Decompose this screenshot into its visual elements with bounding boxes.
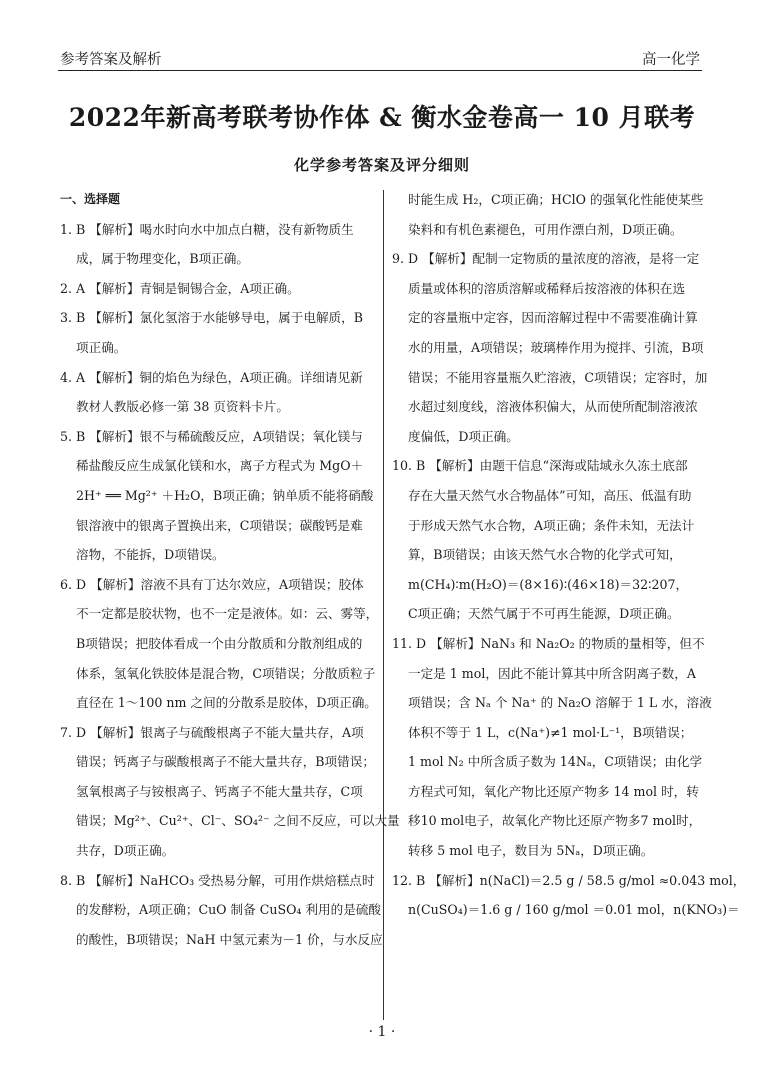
answer-line: 的酸性，B项错误；NaH 中氢元素为－1 价，与水反应 — [76, 931, 383, 947]
answer-line: 银溶液中的银离子置换出来，C项错误；碳酸钙是难 — [76, 517, 363, 533]
answer-line: 1. B 【解析】喝水时向水中加点白糖，没有新物质生 — [60, 221, 354, 237]
answer-line: 算，B项错误；由该天然气水合物的化学式可知， — [408, 547, 682, 563]
answer-line: 10. B 【解析】由题干信息“深海或陆域永久冻土底部 — [392, 458, 688, 474]
answer-line: 存在大量天然气水合物晶体”可知，高压、低温有助 — [408, 487, 692, 503]
answer-line: 3. B 【解析】氯化氢溶于水能够导电，属于电解质，B — [60, 310, 364, 326]
answer-line: 9. D 【解析】配制一定物质的量浓度的溶液，是将一定 — [392, 251, 700, 267]
answer-line: 氢氧根离子与铵根离子、钙离子不能大量共存，C项 — [76, 783, 363, 799]
answer-line: 水超过刻度线，溶液体积偏大，从而使所配制溶液浓 — [408, 399, 698, 415]
answer-line: C项正确；天然气属于不可再生能源，D项正确。 — [408, 606, 680, 622]
left-column — [60, 185, 400, 954]
answer-line: 8. B 【解析】NaHCO₃ 受热易分解，可用作烘焙糕点时 — [60, 872, 375, 888]
answer-line: 教材人教版必修一第 38 页资料卡片。 — [76, 399, 289, 415]
answer-line: 质量或体积的溶质溶解或稀释后按溶液的体积在选 — [408, 280, 686, 296]
answer-line: 11. D 【解析】NaN₃ 和 Na₂O₂ 的物质的量相等，但不 — [392, 635, 705, 651]
answer-line: 移10 mol电子，故氧化产物比还原产物多7 mol时， — [408, 813, 702, 829]
answer-line: 错误；Mg²⁺、Cu²⁺、Cl⁻、SO₄²⁻ 之间不反应，可以大量 — [76, 813, 400, 829]
answer-line: 4. A 【解析】铜的焰色为绿色，A项正确。详细请见新 — [60, 369, 363, 385]
answer-line: 溶物，不能拆，D项错误。 — [76, 547, 225, 563]
answer-line: 转移 5 mol 电子，数目为 5Nₐ，D项正确。 — [408, 843, 654, 859]
answer-line: B项错误；把胶体看成一个由分散质和分散剂组成的 — [76, 635, 363, 651]
answer-line: 共存，D项正确。 — [76, 843, 175, 859]
answer-line: 2H⁺ ══ Mg²⁺ ＋H₂O，B项正确；钠单质不能将硝酸 — [76, 487, 374, 503]
answer-line: 1 mol N₂ 中所含质子数为 14Nₐ，C项错误；由化学 — [408, 754, 703, 770]
answer-line: m(CH₄)∶m(H₂O)＝(8×16)∶(46×18)＝32∶207， — [408, 576, 689, 592]
answer-line: 定的容量瓶中定容，因而溶解过程中不需要准确计算 — [408, 310, 698, 326]
answer-line: 成，属于物理变化，B项正确。 — [76, 251, 249, 267]
answer-line: 错误；钙离子与碳酸根离子不能大量共存，B项错误； — [76, 754, 375, 770]
answer-line: 项错误；含 Nₐ 个 Na⁺ 的 Na₂O 溶解于 1 L 水，溶液 — [408, 695, 712, 711]
answer-line: 一定是 1 mol，因此不能计算其中所含阴离子数，A — [408, 665, 696, 681]
header-left-label: 参考答案及解析 — [60, 52, 162, 68]
answer-line: 项正确。 — [76, 339, 127, 355]
page-header — [58, 44, 702, 71]
answer-line: 6. D 【解析】溶液不具有丁达尔效应，A项错误；胶体 — [60, 576, 364, 592]
answer-line: 2. A 【解析】青铜是铜锡合金，A项正确。 — [60, 280, 300, 296]
answer-line: 于形成天然气水合物，A项正确；条件未知，无法计 — [408, 517, 695, 533]
answer-line: n(CuSO₄)＝1.6 g / 160 g/mol ＝0.01 mol，n(KNO₃)＝ — [408, 902, 740, 918]
header-right-label: 高一化学 — [642, 52, 700, 68]
right-column — [392, 185, 746, 925]
answer-line: 体系，氢氧化铁胶体是混合物，C项错误；分散质粒子 — [76, 665, 376, 681]
answer-line: 稀盐酸反应生成氯化镁和水，离子方程式为 MgO＋ — [76, 458, 364, 474]
answer-line: 直径在 1～100 nm 之间的分散系是胶体，D项正确。 — [76, 695, 377, 711]
answer-line: 7. D 【解析】银离子与硫酸根离子不能大量共存，A项 — [60, 724, 364, 740]
answer-line: 不一定都是胶状物，也不一定是液体。如：云、雾等， — [76, 606, 379, 622]
answer-line: 12. B 【解析】n(NaCl)＝2.5 g / 58.5 g/mol ≈0.043 mol， — [392, 872, 746, 888]
answer-line: 水的用量，A项错误；玻璃棒作用为搅拌、引流，B项 — [408, 339, 704, 355]
answer-line: 度偏低，D项正确。 — [408, 428, 519, 444]
document-title: 2022年新高考联考协作体 & 衡水金卷高一 10 月联考 — [68, 103, 696, 132]
answer-line: 的发酵粉，A项正确；CuO 制备 CuSO₄ 利用的是硫酸 — [76, 902, 382, 918]
column-divider — [383, 190, 384, 1020]
answer-line: 染料和有机色素褪色，可用作漂白剂，D项正确。 — [408, 221, 683, 237]
answer-line: 时能生成 H₂，C项正确；HClO 的强氧化性能使某些 — [408, 192, 704, 207]
page-number: · 1 · — [368, 1024, 396, 1040]
answer-line: 错误；不能用容量瓶久贮溶液，C项错误；定容时，加 — [408, 369, 708, 385]
answer-line: 方程式可知，氧化产物比还原产物多 14 mol 时，转 — [408, 783, 699, 799]
document-subtitle: 化学参考答案及评分细则 — [293, 156, 470, 174]
answer-line: 5. B 【解析】银不与稀硫酸反应，A项错误；氧化镁与 — [60, 428, 363, 444]
answer-line: 体积不等于 1 L，c(Na⁺)≠1 mol·L⁻¹，B项错误； — [408, 724, 693, 740]
section-heading: 一、选择题 — [60, 192, 121, 206]
